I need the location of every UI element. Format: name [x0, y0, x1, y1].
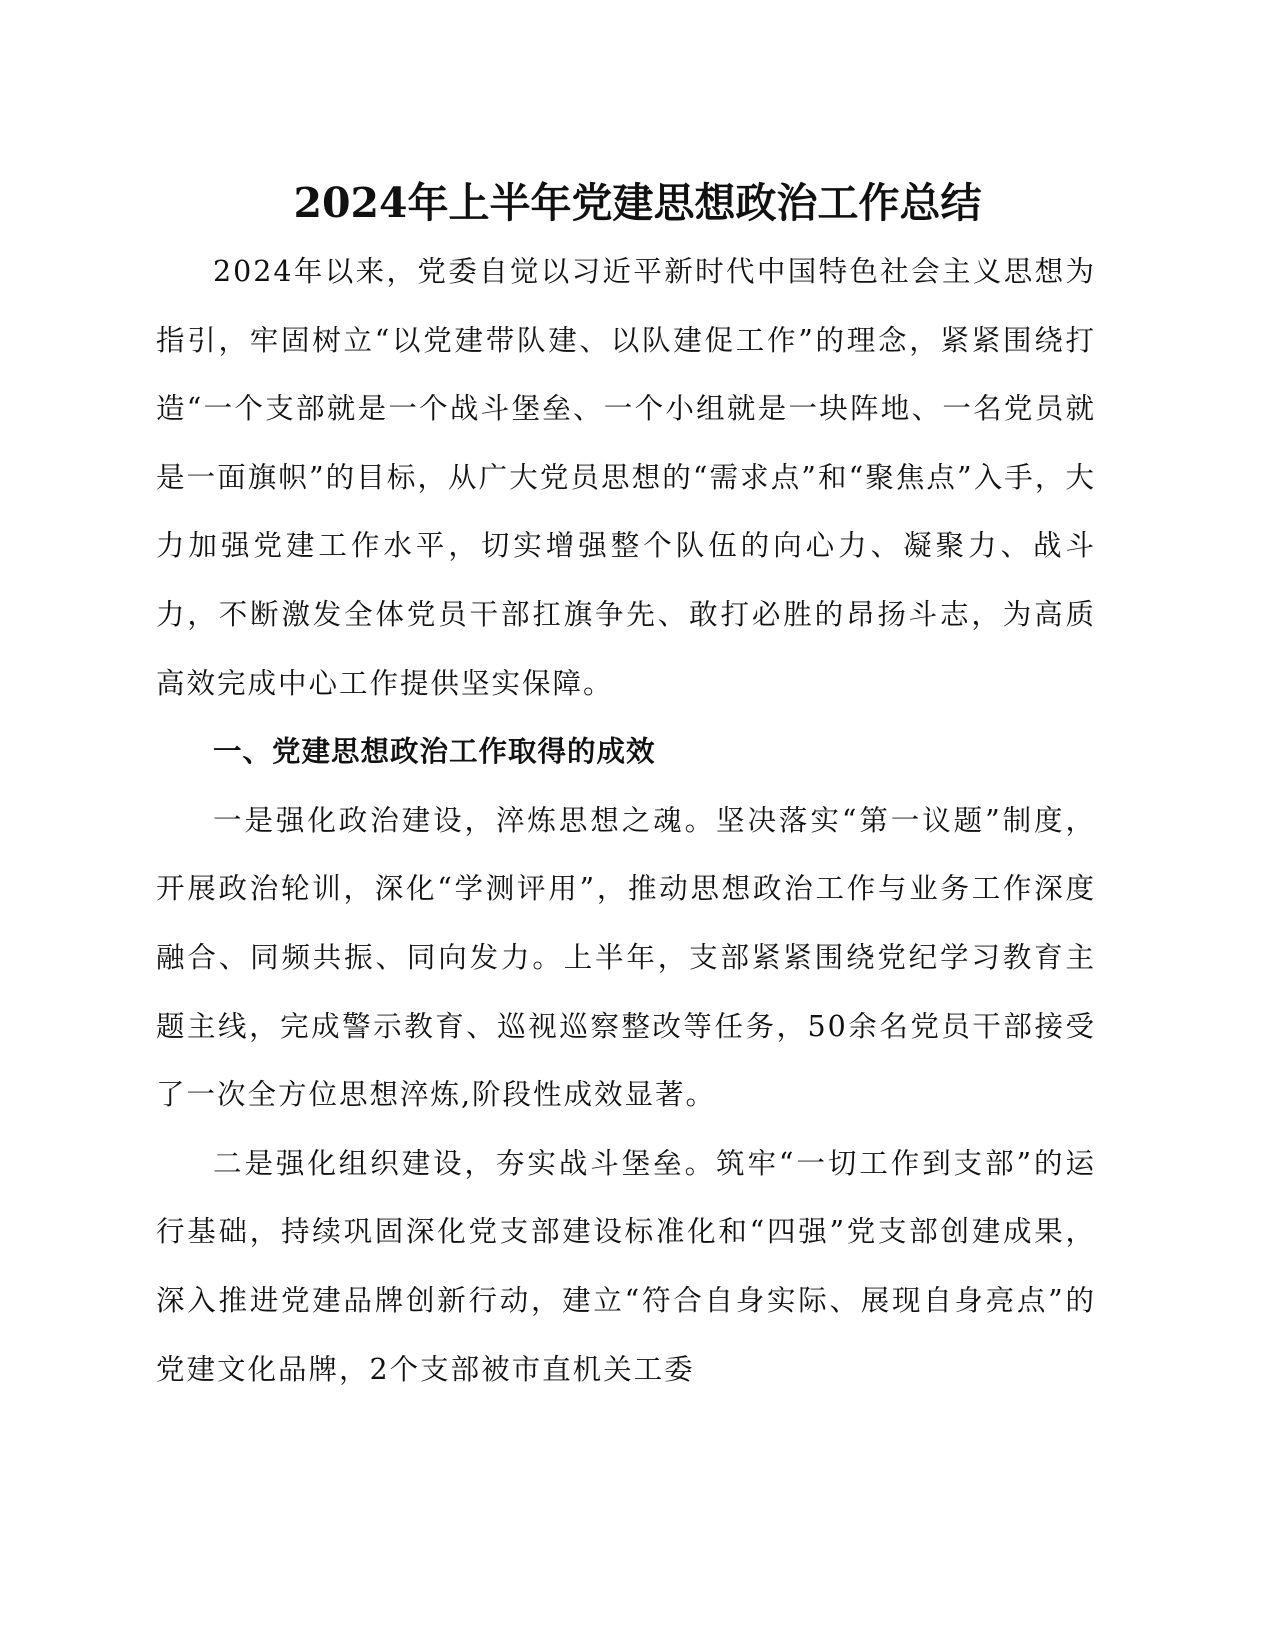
- section-heading: 一、党建思想政治工作取得的成效: [213, 735, 656, 769]
- document-title: 2024年上半年党建思想政治工作总结: [293, 179, 982, 227]
- document-body: [156, 238, 1096, 1404]
- paragraph-political-building: 一是强化政治建设，淬炼思想之魂。坚决落实“第一议题”制度，开展政治轮训，深化“学测评用”，推动思想政治工作与业务工作深度融合、同频共振、同向发力。上半年，支部紧紧围绕党纪学习教育主题主线，完成警示教育、巡视巡察整改等任务，50余名党员干部接受了一次全方位思想淬炼,阶段性成效显著。: [156, 803, 1096, 1112]
- paragraph-organization-building: 二是强化组织建设，夯实战斗堡垒。筑牢“一切工作到支部”的运行基础，持续巩固深化党支部建设标准化和“四强”党支部创建成果，深入推进党建品牌创新行动，建立“符合自身实际、展现自身亮点”的党建文化品牌，2个支部被市直机关工委: [156, 1146, 1096, 1386]
- intro-paragraph: 2024年以来，党委自觉以习近平新时代中国特色社会主义思想为指引，牢固树立“以党建带队建、以队建促工作”的理念，紧紧围绕打造“一个支部就是一个战斗堡垒、一个小组就是一块阵地、一名党员就是一面旗帜”的目标，从广大党员思想的“需求点”和“聚焦点”入手，大力加强党建工作水平，切实增强整个队伍的向心力、凝聚力、战斗力，不断激发全体党员干部扛旗争先、敢打必胜的昂扬斗志，为高质高效完成中心工作提供坚实保障。: [156, 255, 1096, 700]
